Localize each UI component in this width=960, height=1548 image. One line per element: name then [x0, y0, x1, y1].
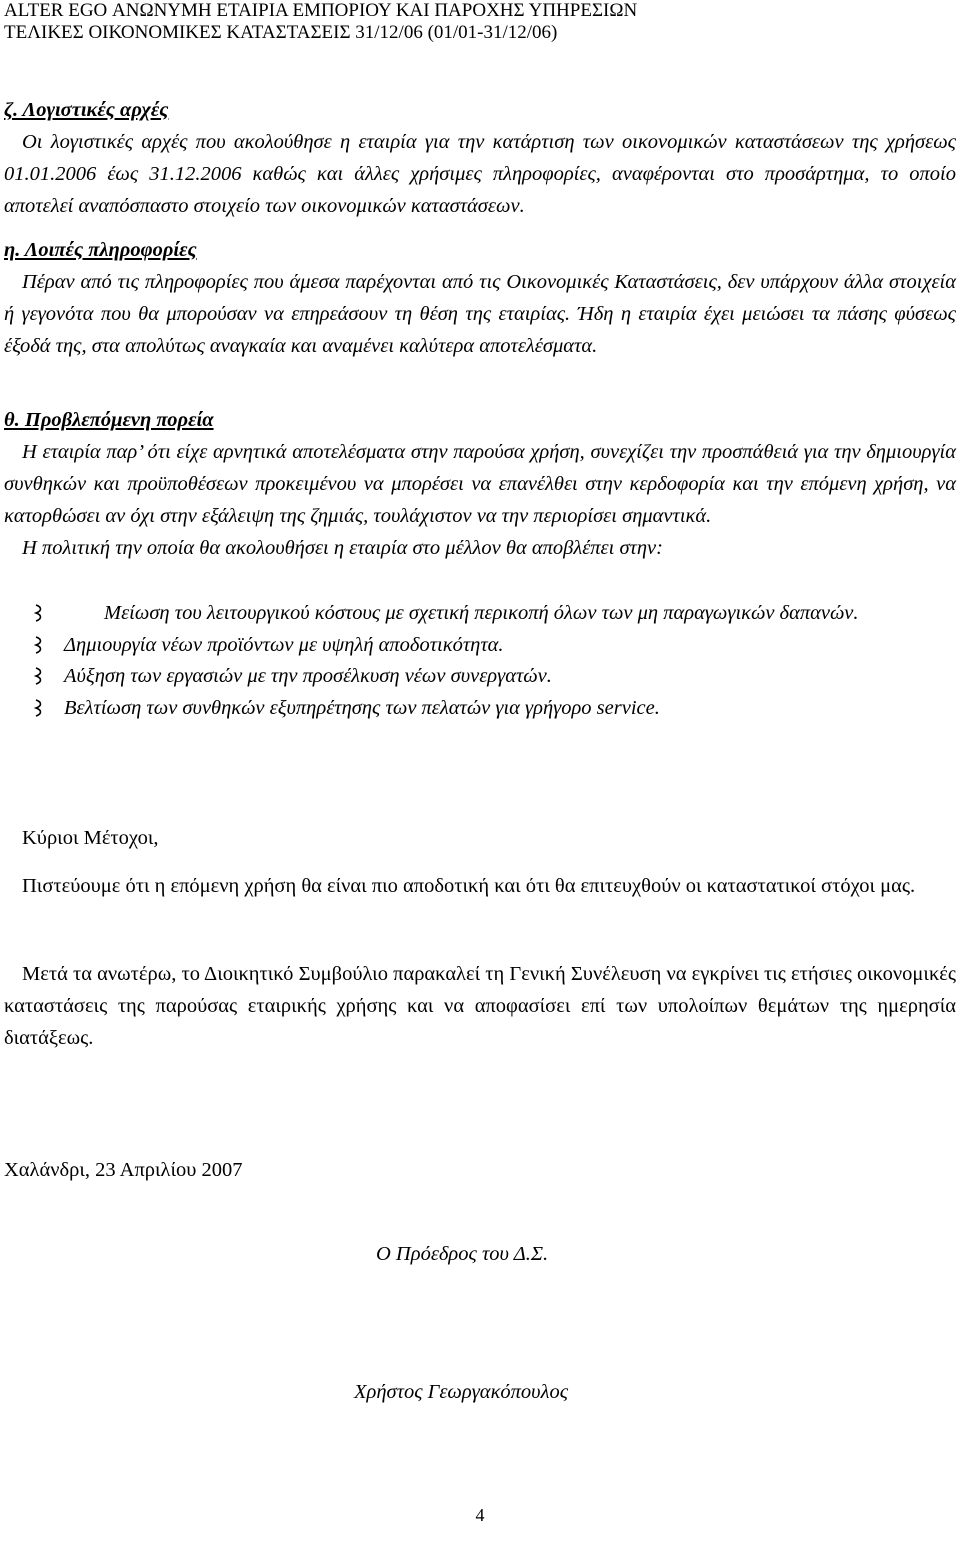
board-request-text: Μετά τα ανωτέρω, το Διοικητικό Συμβούλιο παρακαλεί τη Γενική Συνέλευση να εγκρίνει τις ετήσιες οικονομικές καταστάσεις της παρούσας εταιρικής χρήσης και να αποφασίσει επί των υπολοίπων θεμάτων της ημερησία διατάξεως.: [4, 963, 956, 1049]
list-item-text: Μείωση του λειτουργικού κόστους με σχετική περικοπή όλων των μη παραγωγικών δαπανών.: [104, 602, 859, 624]
policy-bullet-list: [4, 598, 956, 724]
list-item-text: Αύξηση των εργασιών με την προσέλκυση νέων συνεργατών.: [64, 665, 552, 687]
section-body: Οι λογιστικές αρχές που ακολούθησε η εταιρία για την κατάρτιση των οικονομικών καταστάσεων της χρήσεως 01.01.2006 έως 31.12.2006 καθώς και άλλες χρήσιμες πληροφορίες, αναφέρονται στο προσάρτημα, το οποίο αποτελεί αναπόσπαστο στοιχείο των οικονομικών καταστάσεων.: [4, 131, 956, 217]
bullet-marker-icon: [34, 598, 54, 624]
signatory-name: Χρήστος Γεωργακόπουλος: [354, 1381, 569, 1403]
list-item: [4, 630, 956, 662]
belief-text: Πιστεύουμε ότι η επόμενη χρήση θα είναι πιο αποδοτική και ότι θα επιτευχθούν οι καταστατικοί στόχοι μας.: [22, 875, 916, 897]
list-item: [4, 598, 956, 630]
section-expected-course: [4, 404, 956, 564]
list-item-text: Δημιουργία νέων προϊόντων με υψηλή αποδοτικότητα.: [64, 633, 504, 656]
section-body: Η εταιρία παρ’ ότι είχε αρνητικά αποτελέσματα στην παρούσα χρήση, συνεχίζει την προσπάθειά για την δημιουργία συνθηκών και προϋποθέσεων προκειμένου να μπορέσει να επανέλθει στην κερδοφορία και την επόμενη χρήση, να κατορθώσει αν όχι στην εξάλειψη της ζημιάς, τουλάχιστον να την περιορίσει σημαντικά.: [4, 441, 956, 527]
list-item-text: Βελτίωση των συνθηκών εξυπηρέτησης των πελατών για γρήγορο service.: [64, 696, 660, 719]
place-date: Χαλάνδρι, 23 Απριλίου 2007: [4, 1159, 243, 1181]
bullet-marker-icon: [34, 630, 54, 656]
page-number: 4: [475, 1505, 485, 1525]
section-accounting-principles: [4, 94, 956, 222]
belief-paragraph: [4, 870, 956, 902]
section-heading: η. Λοιπές πληροφορίες: [4, 239, 197, 261]
salutation: Κύριοι Μέτοχοι,: [22, 827, 159, 849]
section-heading: θ. Προβλεπόμενη πορεία: [4, 409, 214, 431]
company-header: ALTER EGO ΑΝΩΝΥΜΗ ΕΤΑΙΡΙΑ ΕΜΠΟΡΙΟΥ ΚΑΙ ΠΑΡΟΧΗΣ ΥΠΗΡΕΣΙΩΝ: [4, 0, 638, 21]
board-request-paragraph: [4, 958, 956, 1054]
statements-header: ΤΕΛΙΚΕΣ ΟΙΚΟΝΟΜΙΚΕΣ ΚΑΤΑΣΤΑΣΕΙΣ 31/12/06 (01/01-31/12/06): [4, 22, 558, 43]
signatory-role: Ο Πρόεδρος του Δ.Σ.: [376, 1243, 549, 1265]
policy-intro: Η πολιτική την οποία θα ακολουθήσει η εταιρία στο μέλλον θα αποβλέπει στην:: [22, 537, 663, 559]
section-other-information: [4, 234, 956, 362]
section-heading: ζ. Λογιστικές αρχές: [4, 99, 169, 121]
bullet-marker-icon: [34, 693, 54, 719]
bullet-marker-icon: [34, 661, 54, 687]
list-item: [4, 661, 956, 693]
list-item: [4, 693, 956, 725]
section-body: Πέραν από τις πληροφορίες που άμεσα παρέχονται από τις Οικονομικές Καταστάσεις, δεν υπάρχουν άλλα στοιχεία ή γεγονότα που θα μπορούσαν να επηρεάσουν τη θέση της εταιρίας. Ήδη η εταιρία έχει μειώσει τα πάσης φύσεως έξοδά της, στα απολύτως αναγκαία και αναμένει καλύτερα αποτελέσματα.: [4, 271, 956, 357]
